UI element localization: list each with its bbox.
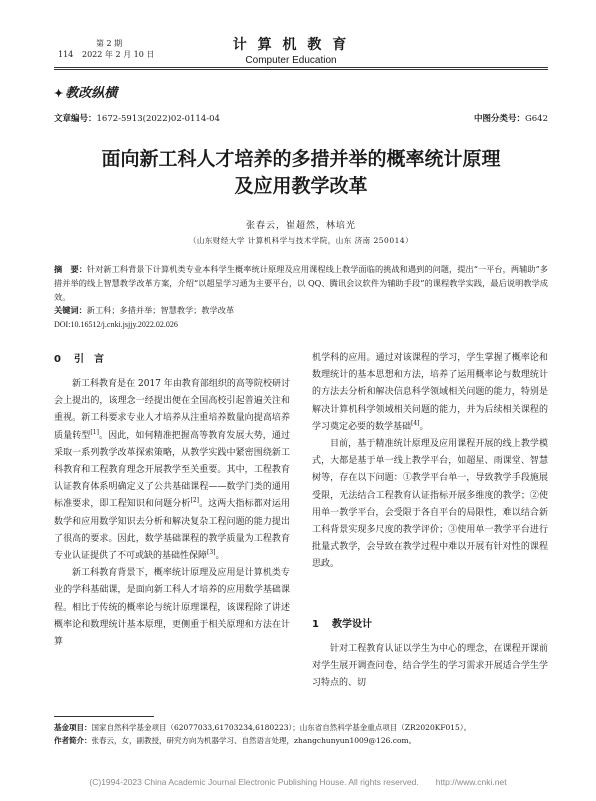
star-icon: ✦ [54,87,64,100]
copyright-watermark: (C)1994-2023 China Academic Journal Electronic Publishing House. All rights reserved. http://www.cnki.net [89,777,507,787]
keywords [54,305,548,316]
title-line-2: 及应用教学改革 [234,175,368,197]
author-info: 作者简介：张春云，女，副教授，研究方向为机器学习、自然语言处理，zhangchunyun1009@126.com。 [54,736,417,745]
column-tag [54,82,117,101]
keywords-text: 新工科；多措并举；智慧教学；教学改革 [86,305,235,315]
clc-number [474,112,548,124]
header-rule [54,67,548,68]
section-title: 教学设计 [332,619,372,630]
affiliation: （山东财经大学 计算机科学与技术学院，山东 济南 250014） [188,236,414,245]
clc-label: 中图分类号： [473,114,525,124]
paragraph: 新工科教育是在 2017 年由教育部组织的高等院校研讨会上提出的，该理念一经提出便在全国高校引起普遍关注和重视。新工科要求专业人才培养从注重培养数量向提高培养质量转型[1]。因此，如何精准把握高等教育发展大势，通过采取一系列教学改革探索策略，从教学实践中紧密围绕新工科教育和工程教育理念开展教学至关重要。其中，工程教育认证教育体系明确定义了公共基础课程——数学门类的通用标准要求，即工程知识和问题分析[2]。这两大指标都对运用数学和应用数学知识去分析和解决复杂工程问题的能力提出了很高的要求。因此，数学基础课程的教学质量为工程教育专业认证提供了不可或缺的基础性保障[3]。 [54,379,290,562]
paragraph: 机学科的应用。通过对该课程的学习，学生掌握了概率论和数理统计的基本思想和方法，培养了运用概率论与数理统计的方法去分析和解决信息科学领域相关问题的能力，特别是解决计算机科学领域相关问题的能力，并为后续相关课程的学习奠定必要的数学基础[4]。 [312,353,548,432]
paragraph: 针对工程教育认证以学生为中心的理念，在课程开课前对学生展开调查问卷，结合学生的学习需求开展适合学生学习特点的、切 [312,644,548,689]
issue-date: 2022 年 2 月 10 日 [82,50,155,59]
paper-title [54,146,548,200]
footnote-rule [54,716,154,717]
keywords-label: 关键词： [54,305,87,315]
doi: DOI:10.16512/j.cnki.jsjjy.2022.02.026 [54,320,178,329]
abstract-text: 针对新工科背景下计算机类专业本科学生概率统计原理及应用课程线上教学面临的挑战和遇到的问题，提出“一平台，两辅助”多措并举的线上智慧教学改革方案，介绍“以超星学习通为主要平台，以 QQ、腾讯会议软件为辅助手段”的课程教学实践，最后说明教学成效。 [54,264,548,303]
section-heading-1 [312,615,372,630]
right-column [312,350,548,574]
journal-name-en: Computer Education [245,55,337,66]
section-heading-0 [54,350,104,365]
authors: 张春云，崔超然，林培光 [245,221,356,231]
paragraph: 新工科教育背景下，概率统计原理及应用是计算机类专业的学科基础课，是面向新工科人才培养的应用数学基础课程。相比于传统的概率论与统计原理课程，该课程除了讲述概率论和数理统计基本原理，更侧重于相关原理和方法在计算 [54,568,290,648]
title-line-1: 面向新工科人才培养的多措并举的概率统计原理 [101,148,501,170]
citation: [2] [190,497,199,505]
journal-name-cn: 计 算 机 教 育 [232,37,350,53]
journal-name [232,34,350,66]
right-column-cont [312,641,548,693]
section-title: 引 言 [74,354,104,365]
fund-info: 基金项目：国家自然科学基金项目（62077033,61703234,6180223）；山东省自然科学基金重点项目（ZR2020KF015）。 [54,723,472,732]
footnote [54,721,548,747]
section-number: 1 [312,619,319,630]
citation: [3] [207,549,216,557]
header-rule-thin [54,69,548,70]
citation: [4] [411,419,420,427]
article-number-value: 1672-5913(2022)02-0114-04 [96,114,220,124]
citation: [1] [90,428,99,436]
section-number: 0 [54,354,61,365]
article-number [54,112,220,124]
paragraph: 目前，基于精准统计原理及应用课程开展的线上教学模式，大都是基于单一线上教学平台，如超星、雨课堂、智慧树等，存在以下问题：①教学平台单一，导致教学手段施展受限，无法结合工程教育认证指标开展多维度的教学；②使用单一教学平台，会受限于各自平台的局限性，难以结合新工科背景实现多尺度的教学评价；③使用单一教学平台进行批量式教学，会导致在教学过程中难以开展有针对性的课程思政。 [312,439,548,570]
clc-value: G642 [524,114,548,124]
left-column [54,376,290,651]
column-tag-label: 教改纵横 [65,86,118,101]
issue-number: 第 2 期 [96,39,123,48]
abstract-label: 摘 要： [54,264,87,274]
article-number-label: 文章编号： [54,114,97,124]
abstract [54,262,548,305]
page-number: 114 [58,50,74,59]
